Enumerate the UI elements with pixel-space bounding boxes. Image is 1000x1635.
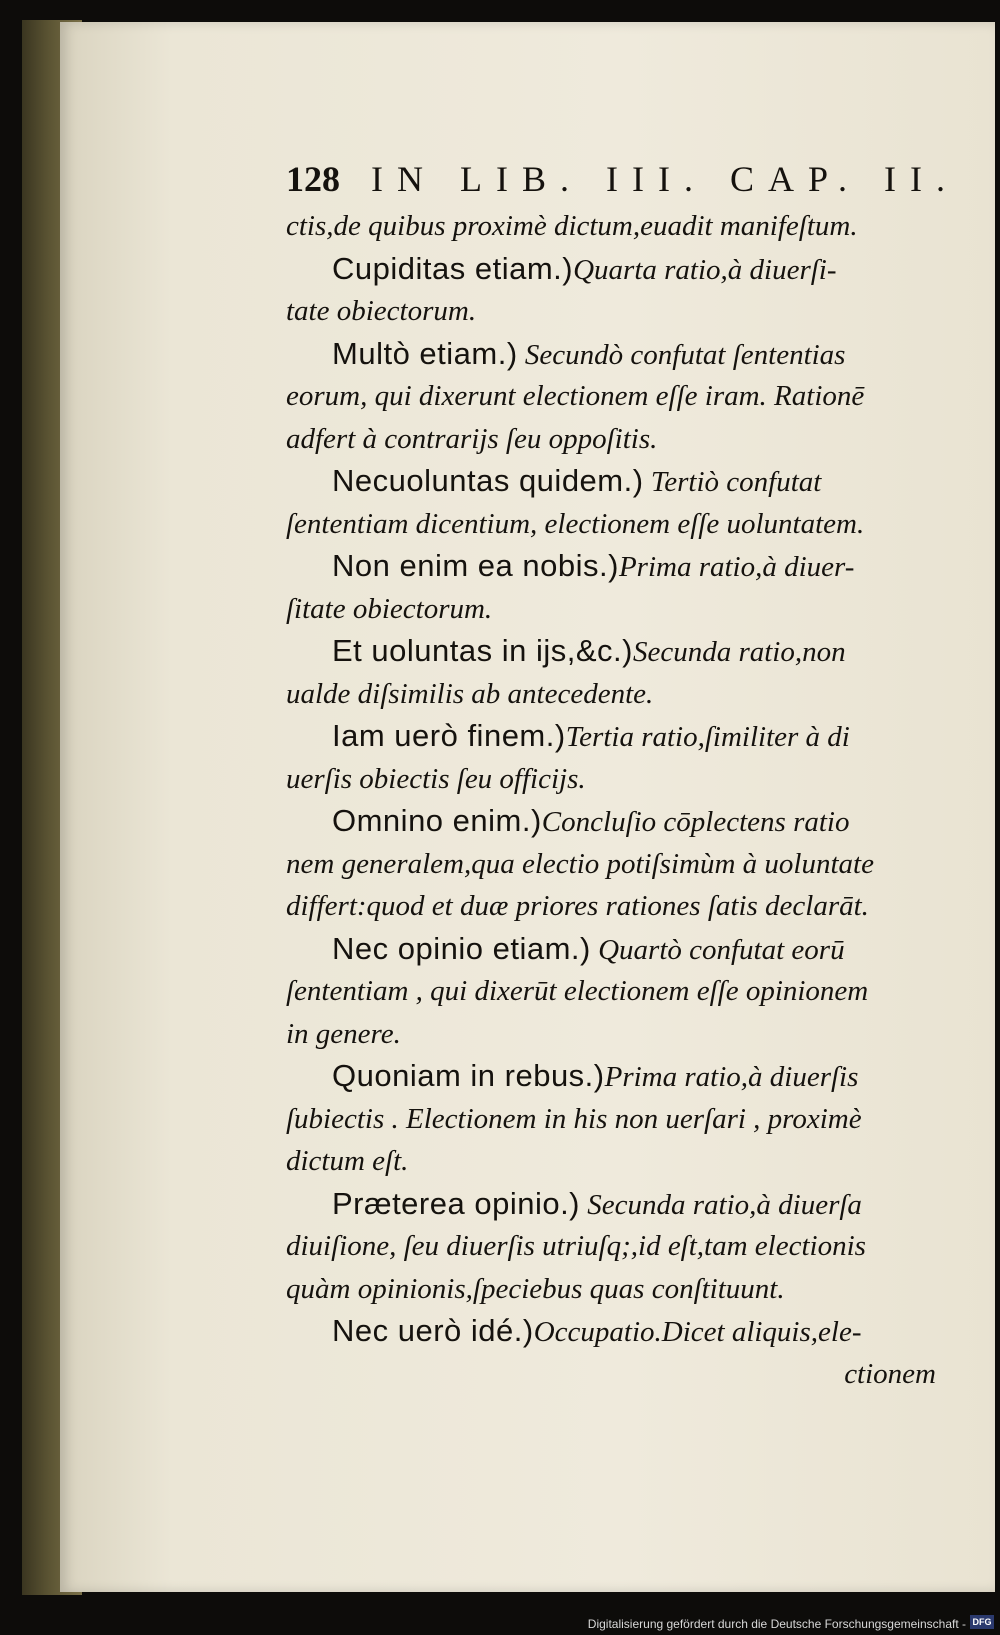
text-line — [286, 375, 946, 418]
lemma: Quoniam in rebus.) — [332, 1058, 605, 1093]
lemma: Non enim ea nobis.) — [332, 548, 619, 583]
footer-credit: Digitalisierung gefördert durch die Deutsche Forschungsgemeinschaft - — [587, 1617, 966, 1631]
commentary-text: Concluſio cōplectens ratio — [541, 806, 850, 838]
text-line — [286, 1183, 946, 1226]
commentary-text: eorum, qui dixerunt electionem eſſe iram. Rationē — [286, 380, 865, 412]
commentary-text: quàm opinionis,ſpeciebus quas conſtituunt. — [286, 1272, 785, 1305]
commentary-text: Quartò confutat eorū — [590, 933, 845, 966]
commentary-text: Tertiò confutat — [643, 466, 822, 498]
commentary-text: Secundò confutat ſententias — [517, 338, 846, 371]
commentary-text: ſententiam , qui dixerūt electionem eſſe opinionem — [286, 975, 869, 1007]
text-line — [286, 1013, 946, 1056]
text-line — [286, 1098, 946, 1141]
text-line — [286, 460, 946, 503]
commentary-text: ſubiectis . Electionem in his non uerſari , proximè — [286, 1102, 862, 1135]
text-line — [286, 1055, 946, 1098]
lemma: Præterea opinio.) — [332, 1185, 581, 1221]
text-line — [286, 588, 946, 631]
text-line — [286, 758, 946, 801]
text-line — [286, 1140, 946, 1183]
text-line — [286, 885, 946, 928]
commentary-text: Prima ratio,à diuer- — [618, 551, 855, 583]
page-number: 128 — [286, 159, 340, 199]
lemma: Cupiditas etiam.) — [332, 250, 574, 286]
text-line — [286, 630, 946, 673]
commentary-text: adfert à contrarijs ſeu oppoſitis. — [286, 422, 658, 455]
commentary-text: Secunda ratio,à diuerſa — [580, 1188, 862, 1221]
commentary-text: dictum eſt. — [286, 1145, 409, 1177]
text-line — [286, 290, 946, 333]
text-line — [286, 673, 946, 716]
text-line — [286, 503, 946, 546]
lemma: Necuoluntas quidem.) — [332, 463, 644, 498]
text-line — [286, 205, 946, 248]
lemma: Et uoluntas in ijs,&c.) — [332, 633, 633, 668]
text-line — [286, 248, 946, 291]
lemma: Nec uerò idé.) — [332, 1313, 534, 1348]
text-line — [286, 333, 946, 376]
text-line — [286, 1225, 946, 1268]
commentary-text: ſententiam dicentium, electionem eſſe uoluntatem. — [286, 507, 865, 540]
commentary-text: differt:quod et duæ priores rationes ſatis declarāt. — [286, 890, 869, 922]
commentary-text: ctis,de quibus proximè dictum,euadit manifeſtum. — [286, 210, 858, 242]
text-line — [286, 1310, 946, 1353]
running-head — [286, 158, 959, 206]
text-line — [286, 970, 946, 1013]
text-line — [286, 418, 946, 461]
lemma: Nec opinio etiam.) — [332, 930, 591, 966]
commentary-text: in genere. — [286, 1017, 401, 1050]
lemma: Multò etiam.) — [332, 335, 518, 371]
lemma: Omnino enim.) — [332, 803, 542, 838]
lemma: Iam uerò finem.) — [332, 718, 566, 753]
text-line — [286, 843, 946, 886]
commentary-text: Tertia ratio,ſimiliter à di — [565, 721, 850, 753]
text-line — [286, 928, 946, 971]
dfg-logo: DFG — [970, 1615, 994, 1629]
commentary-text: ualde diſsimilis ab antecedente. — [286, 677, 654, 710]
text-line — [286, 715, 946, 758]
commentary-text: Secunda ratio,non — [632, 636, 846, 668]
commentary-text: tate obiectorum. — [286, 295, 477, 327]
commentary-text: diuiſione, ſeu diuerſis utriuſq;,id eſt,tam electionis — [286, 1230, 866, 1262]
commentary-text: Quarta ratio,à diuerſi- — [573, 253, 837, 286]
commentary-text: nem generalem,qua electio potiſsimùm à uoluntate — [286, 847, 874, 880]
commentary-text: Occupatio.Dicet aliquis,ele- — [533, 1316, 862, 1348]
commentary-text: uerſis obiectis ſeu officijs. — [286, 762, 586, 795]
running-head-title: IN LIB. III. CAP. II. — [371, 159, 959, 199]
commentary-text: Prima ratio,à diuerſis — [604, 1061, 859, 1093]
text-block — [286, 205, 946, 1395]
text-line — [286, 1268, 946, 1311]
text-line — [286, 800, 946, 843]
catchword: ctionem — [844, 1357, 936, 1390]
text-line — [286, 545, 946, 588]
commentary-text: ſitate obiectorum. — [286, 592, 493, 625]
